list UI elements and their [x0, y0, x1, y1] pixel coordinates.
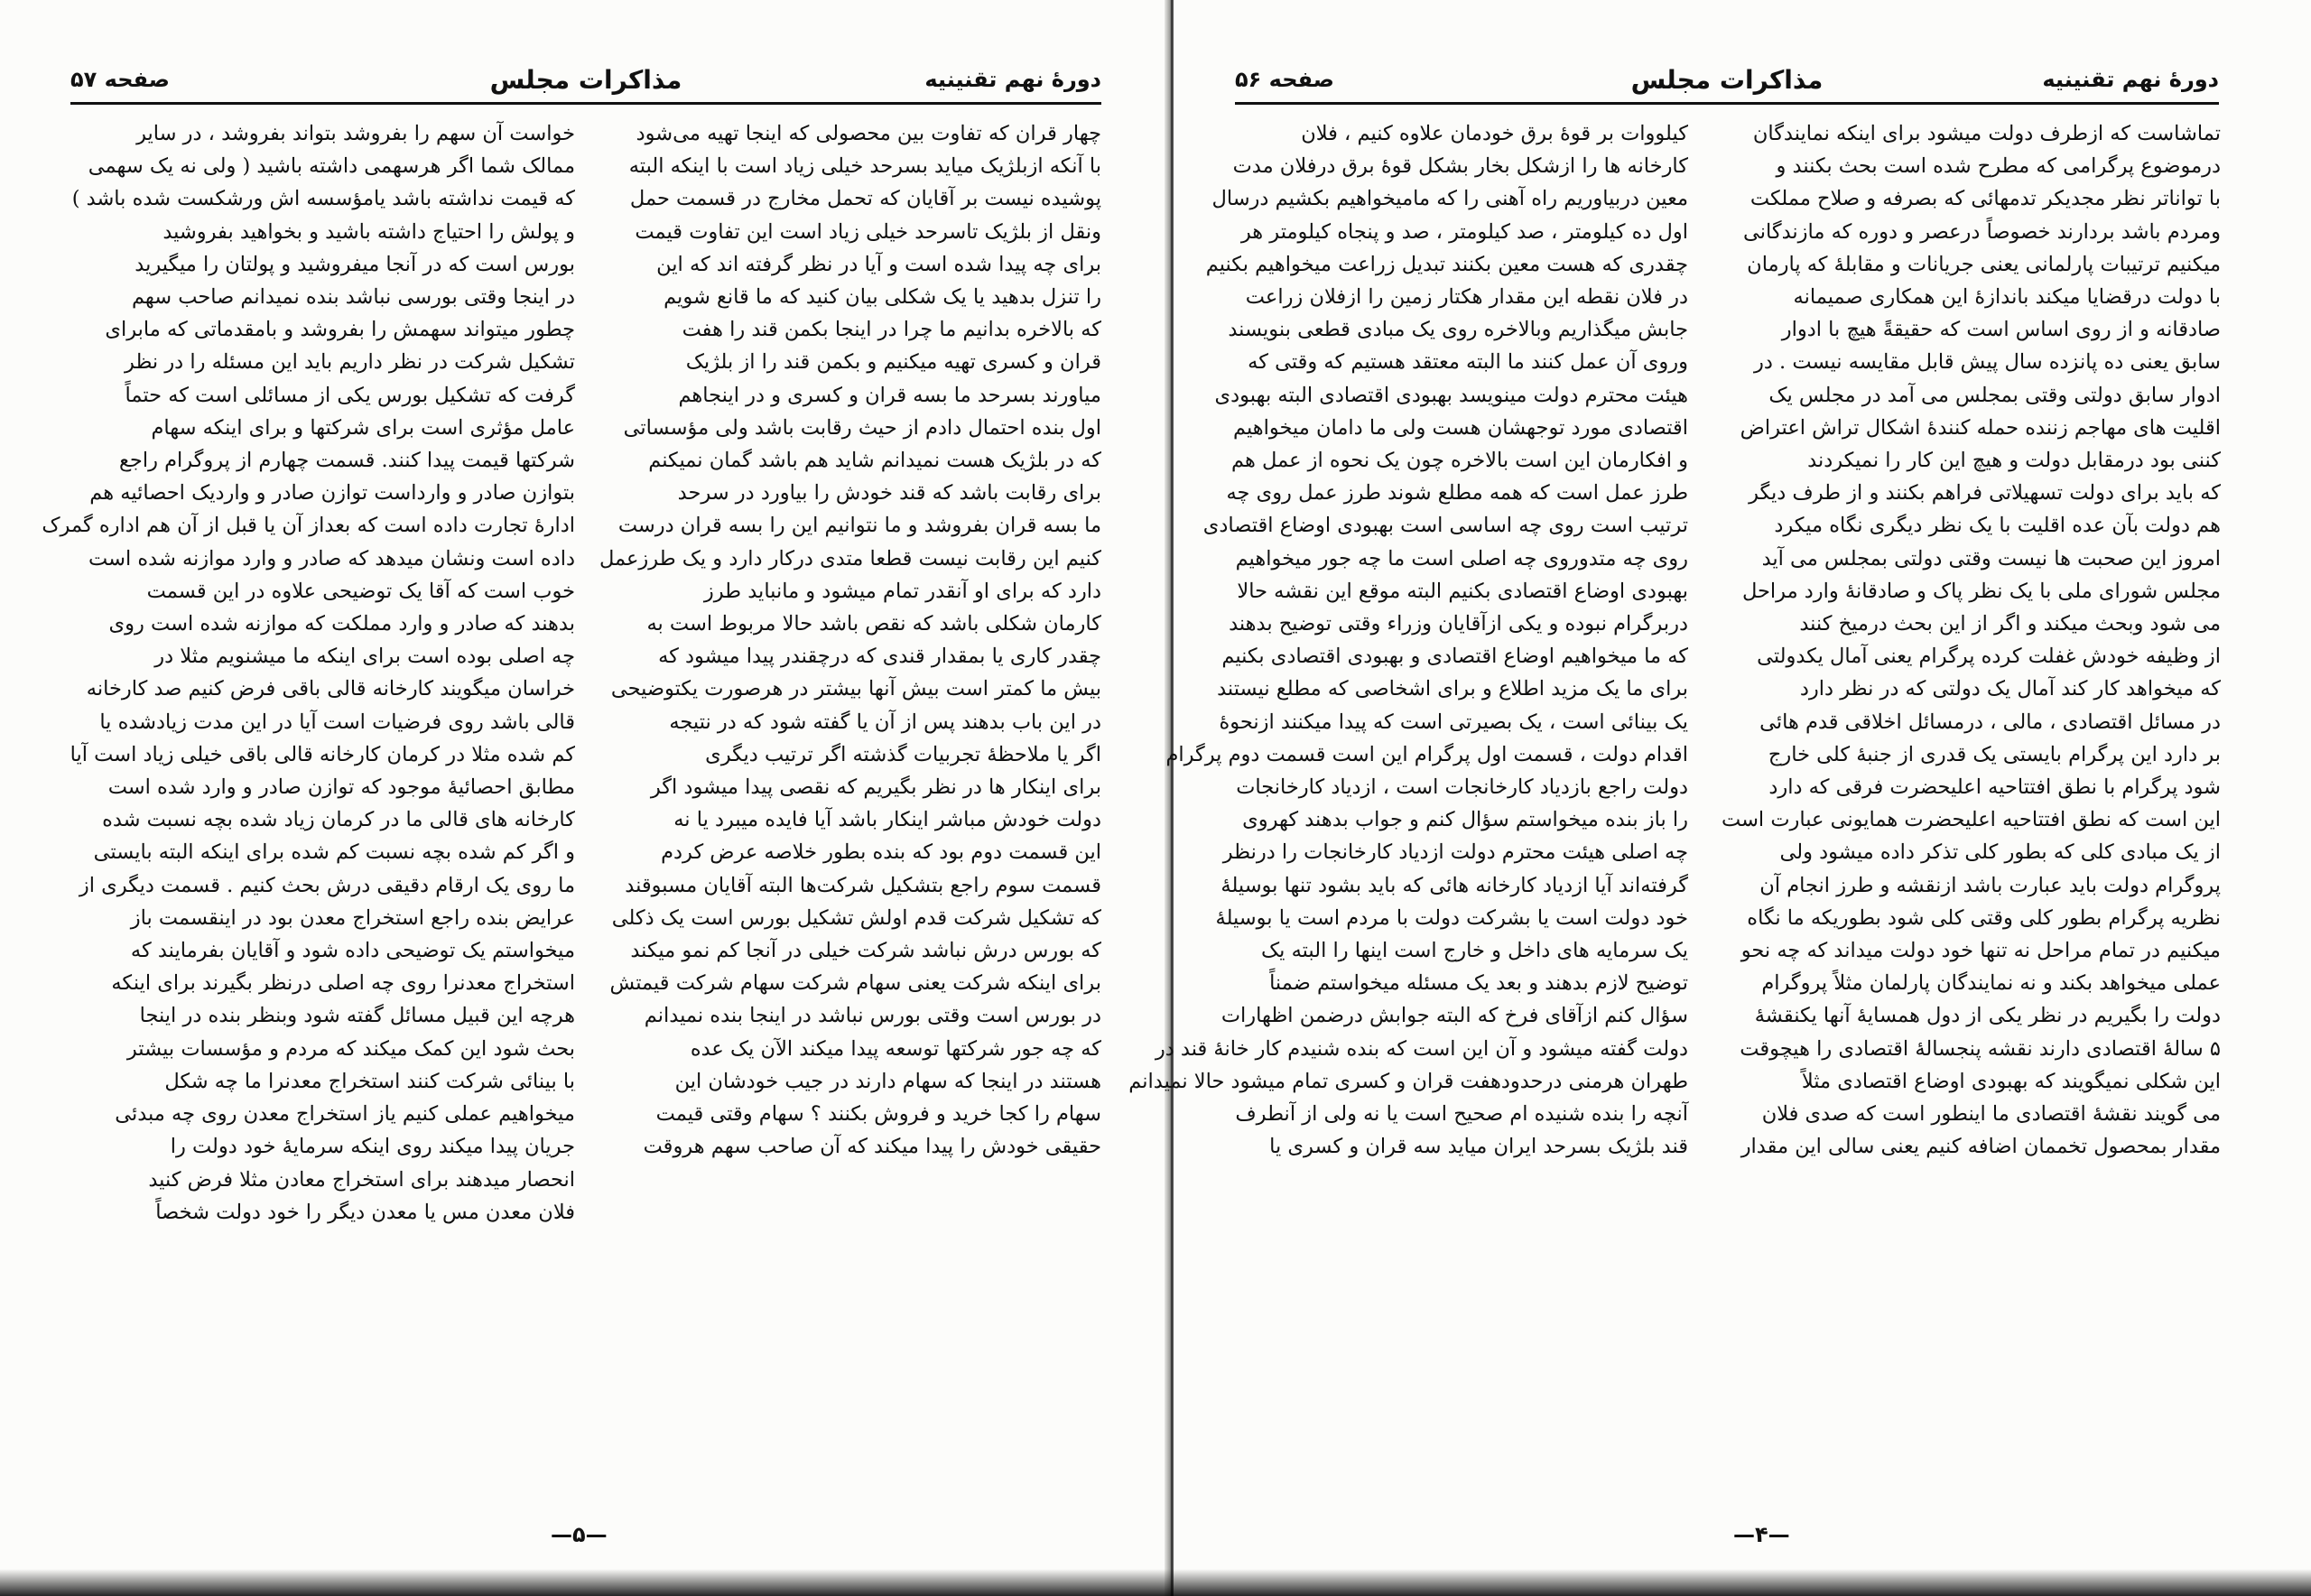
text-line: می گویند نقشهٔ اقتصادی ما اینطور است که صدی فلان: [1761, 1102, 2221, 1127]
text-line: مطابق احصائیهٔ موجود که توازن صادر و وارد شده است: [107, 775, 575, 800]
text-line: ما روی یک ارقام دقیقی درش بحث کنیم . قسمت دیگری از: [79, 873, 575, 897]
text-line: اقلیت های مهاجم زننده حمله کنندهٔ اشکال تراش اعتراض: [1740, 415, 2221, 440]
text-line: اگر یا ملاحظهٔ تجربیات گذشته اگر ترتیب دیگری: [705, 742, 1101, 766]
right-page-header: [1235, 63, 2219, 105]
text-line: فلان معدن مس یا معدن دیگر را خود دولت شخصاً: [155, 1200, 575, 1224]
text-line: ادارهٔ تجارت داده است که بعداز آن یا قبل از آن هم اداره گمرک: [42, 514, 575, 538]
text-line: تماشاست که ازطرف دولت میشود برای اینکه نمایندگان: [1752, 122, 2221, 145]
text-line: که میخواهد کار کند آمال یک دولتی که در نظر دارد: [1799, 677, 2221, 701]
text-line: پوشیده نیست بر آقایان که تحمل مخارج در قسمت حمل: [629, 187, 1101, 211]
text-line: در این باب بدهند پس از آن یا گفته شود که در نتیجه: [669, 710, 1101, 734]
left-page-left-column: [42, 117, 575, 1508]
text-line: پروگرام دولت باید عبارت باشد ازنقشه و طرز انجام آن: [1759, 873, 2221, 897]
text-line: که ما میخواهیم اوضاع اقتصادی و بهبودی اقتصادی بکنیم: [1221, 645, 1688, 669]
text-line: مجلس شورای ملی با یک نظر پاک و صادقانهٔ وارد مراحل: [1741, 579, 2221, 603]
text-line: دولت گفته میشود و آن این است که بنده شنیدم کار خانهٔ قند در: [1155, 1036, 1688, 1061]
text-line: این شکلی نمیگویند که بهبودی اوضاع اقتصادی مثلاً: [1801, 1069, 2221, 1093]
text-line: و اگر کم شده بچه نسبت کم شده برای اینکه البته بایستی: [93, 840, 575, 865]
text-line: در مسائل اقتصادی ، مالی ، درمسائل اخلاقی قدم هائی: [1759, 710, 2221, 734]
text-line: یک سرمایه های داخل و خارج است اینها را البته یک: [1261, 939, 1688, 963]
text-line: چه اصلی هیئت محترم دولت ازدیاد کارخانجات را درنظر: [1222, 840, 1688, 865]
right-page-number: —۴—: [1733, 1522, 1790, 1547]
text-line: چه اصلی بوده است برای اینکه ما میشنویم مثلا در: [154, 645, 575, 669]
text-line: چقدری که هست معین بکنند تبدیل زراعت میخواهیم بکنیم: [1205, 252, 1688, 276]
text-line: کارخانه ها را ازشکل بخار بشکل قوهٔ برق درفلان مدت: [1232, 154, 1688, 179]
text-line: چقدر کاری یا بمقدار قندی که درچقندر پیدا میشود که: [658, 645, 1101, 669]
right-page: [1128, 0, 2311, 1596]
text-line: هم دولت بآن عده اقلیت با یک نظر دیگری نگاه میکرد: [1774, 514, 2221, 538]
text-line: این قسمت دوم بود که بنده بطور خلاصه عرض کردم: [661, 840, 1101, 865]
text-line: طرز عمل است که همه مطلع شوند طرز عمل روی چه: [1226, 481, 1688, 506]
text-line: شود پرگرام با نطق افتتاحیه اعلیحضرت فرقی که دارد: [1768, 775, 2221, 800]
text-line: کیلووات بر قوهٔ برق خودمان علاوه کنیم ، فلان: [1301, 122, 1688, 145]
text-line: چهار قران که تفاوت بین محصولی که اینجا تهیه می‌شود: [636, 122, 1101, 145]
text-line: اقدام دولت ، قسمت اول پرگرام این است قسمت دوم پرگرام: [1165, 742, 1688, 766]
text-line: بیش ما کمتر است بیش آنها بیشتر در هرصورت یکتوضیحی: [610, 677, 1101, 701]
text-line: دولت راجع بازدیاد کارخانجات است ، ازدیاد کارخانجات: [1236, 775, 1688, 800]
text-line: کارمان شکلی باشد که نقص باشد حالا مربوط است به: [646, 612, 1101, 636]
right-header-page-label: صفحه ۵۶: [1235, 67, 1334, 92]
text-line: کننی بود درمقابل دولت و هیچ این کار را نمیکردند: [1807, 449, 2221, 473]
text-line: خوب است که آقا یک توضیحی علاوه در این قسمت: [146, 579, 575, 603]
text-line: استخراج معدنرا روی چه اصلی درنظر بگیرند برای اینکه: [111, 971, 575, 996]
text-line: قسمت سوم راجع بتشکیل شرکت‌ها البته آقایان مسبوقند: [625, 873, 1101, 897]
text-line: در اینجا وقتی بورسی نباشد بنده نمیدانم صاحب سهم: [131, 285, 575, 310]
text-line: دربرگرام نبوده و یکی ازآقایان وزراء وقتی توضیح بدهند: [1229, 612, 1688, 636]
text-line: یک بینائی است ، یک بصیرتی است که پیدا میکنند ازنحوهٔ: [1219, 710, 1688, 734]
left-page-right-column: [596, 117, 1101, 1508]
text-line: که چه جور شرکتها توسعه پیدا میکند الآن یک عده: [690, 1036, 1101, 1061]
text-line: میاورند بسرحد ما بسه قران و کسری و در اینجاهم: [678, 383, 1101, 407]
text-line: قند بلژیک بسرحد ایران میاید سه قران و کسری یا: [1269, 1135, 1688, 1159]
text-line: برای ما یک مزید اطلاع و برای اشخاصی که مطلع نیستند: [1217, 677, 1688, 701]
text-line: که قیمت نداشته باشد یامؤسسه اش ورشکست شده باشد ): [71, 187, 575, 211]
text-line: امروز این صحبت ها نیست وقتی دولتی بمجلس می آید: [1761, 546, 2221, 571]
right-header-title: مذاکرات مجلس: [1630, 65, 1824, 95]
text-line: طهران هرمنی درحدودهفت قران و کسری تمام میشود حالا نمیدانم: [1128, 1069, 1688, 1093]
text-line: سهام را کجا خرید و فروش بکنند ؟ سهام وقتی قیمت: [655, 1102, 1101, 1127]
text-line: هستند در اینجا که سهام دارند در جیب خودشان این: [674, 1069, 1101, 1093]
text-line: ممالک شما اگر هرسهمی داشته باشید ( ولی نه یک سهمی: [88, 154, 575, 179]
text-line: با تواناتر نظر مجدیکر تدمهائی که بصرفه و صلاح مملکت: [1749, 187, 2221, 211]
text-line: روی چه متدوروی چه اصلی است ما چه جور میخواهیم: [1235, 546, 1688, 571]
text-line: که در بلژیک هست نمیدانم شاید هم باشد گمان نمیکنم: [648, 449, 1101, 473]
text-line: بهبودی اوضاع اقتصادی بکنیم البته موقع این نقشه حالا: [1237, 579, 1688, 603]
text-line: صادقانه و از روی اساس است که حقیقةً هیچ با ادوار: [1781, 318, 2221, 342]
text-line: خراسان میگویند کارخانه قالی باقی فرض کنیم صد کارخانه: [86, 677, 575, 701]
text-line: عملی میخواهد بکند و نه نمایندگان پارلمان مثلاً پروگرام: [1761, 971, 2221, 996]
text-line: حقیقی خودش را پیدا میکند که آن صاحب سهم هروقت: [643, 1135, 1101, 1159]
text-line: می شود وبحث میکند و اگر از این بحث درمیخ کنند: [1799, 612, 2221, 636]
text-line: انحصار میدهند برای استخراج معادن مثلا فرض کنید: [148, 1167, 575, 1192]
text-line: گرفته‌اند آیا ازدیاد کارخانه هائی که باید بشود تنها بوسیلهٔ: [1220, 873, 1688, 897]
text-line: نظریه پرگرام بطور کلی وقتی کلی شود بطوریکه ما نگاه: [1747, 905, 2221, 930]
text-line: هرچه این قبیل مسائل گفته شود وبنظر بنده در اینجا: [139, 1004, 575, 1028]
text-line: قالی باشد روی فرضیات است آیا در این مدت زیادشده یا: [99, 710, 575, 734]
text-line: ومردم باشد بردارند خصوصاً درعصر و دوره که مازندگانی: [1742, 219, 2221, 244]
left-page-number: —۵—: [551, 1522, 608, 1547]
text-line: چطور میتواند سهمش را بفروشد و بامقدماتی که مابرای: [105, 318, 575, 342]
text-line: شرکتها قیمت پیدا کنند. قسمت چهارم از پروگرام راجع: [118, 449, 575, 473]
text-line: بورس است که در آنجا میفروشید و پولتان را میگیرید: [135, 252, 575, 276]
text-line: دولت را بگیریم در نظر یکی از دول همسایهٔ آنها یکنقشهٔ: [1754, 1004, 2221, 1028]
text-line: که تشکیل شرکت قدم اولش تشکیل بورس است یک ذکلی: [611, 905, 1101, 930]
text-line: مقدار بمحصول تخممان اضافه کنیم یعنی سالی این مقدار: [1740, 1135, 2221, 1159]
text-line: عرایض بنده راجع استخراج معدن بود در اینقسمت باز: [130, 905, 575, 930]
text-line: بر دارد این پرگرام بایستی یک قدری از جنبهٔ کلی خارج: [1768, 742, 2221, 766]
text-line: این است که نطق افتتاحیه اعلیحضرت همایونی عبارت است: [1721, 808, 2221, 832]
text-line: سابق یعنی ده پانزده سال پیش قابل مقایسه نیست . در: [1754, 350, 2221, 375]
text-line: کنیم این رقابت نیست قطعا متدی درکار دارد و یک طرزعمل: [599, 546, 1101, 571]
text-line: جابش میگذاریم وبالاخره روی یک مبادی قطعی بنویسند: [1228, 318, 1688, 342]
text-line: که باید برای دولت تسهیلاتی فراهم بکنند و از طرف دیگر: [1749, 481, 2221, 506]
text-line: برای چه پیدا شده است و آیا در نظر گرفته اند که این: [656, 252, 1101, 276]
text-line: ترتیب است روی چه اساسی است بهبودی اوضاع اقتصادی: [1202, 514, 1688, 538]
text-line: معین دربیاوریم راه آهنی را که مامیخواهیم بکشیم درسال: [1211, 187, 1688, 211]
text-line: اول بنده احتمال دادم از حیث رقابت باشد ولی مؤسساتی: [623, 415, 1101, 440]
text-line: دارد که برای او آنقدر تمام میشود و مانباید طرز: [703, 579, 1101, 603]
text-line: میکنیم در تمام مراحل نه تنها خود دولت میداند که چه نحو: [1740, 939, 2221, 963]
text-line: را تنزل بدهید یا یک شکلی بیان کنید که ما قانع شویم: [664, 285, 1101, 310]
text-line: در بورس است وقتی بورس نباشد در اینجا بنده نمیدانم: [644, 1004, 1101, 1028]
text-line: دولت خودش مباشر اینکار باشد آیا فایده میبرد یا نه: [673, 808, 1101, 832]
text-line: و افکارمان این است بالاخره چون یک نحوه از عمل هم: [1231, 449, 1688, 473]
text-line: و پولش را احتیاج داشته باشید و بخواهید بفروشید: [162, 219, 575, 244]
text-line: ادوار سابق دولتی وقتی بمجلس می آمد در مجلس یک: [1768, 383, 2221, 407]
text-line: که بالاخره بدانیم ما چرا در اینجا بکمن قند را هفت: [682, 318, 1101, 342]
text-line: تشکیل شرکت در نظر داریم باید این مسئله را در نظر: [125, 350, 575, 375]
right-header-session: دورهٔ نهم تقنینیه: [2042, 67, 2219, 92]
text-line: میخواستم یک توضیحی داده شود و آقایان بفرمایند که: [130, 939, 575, 963]
text-line: کم شده مثلا در کرمان کارخانه قالی باقی خیلی زیاد است آیا: [70, 742, 575, 766]
text-line: از یک مبادی کلی که بطور کلی تذکر داده میشود ولی: [1779, 840, 2221, 865]
text-line: میخواهیم عملی کنیم یاز استخراج معدن روی چه مبدئی: [115, 1102, 575, 1127]
text-line: توضیح لازم بدهند و بعد یک مسئله میخواستم ضمناً: [1269, 971, 1688, 996]
text-line: برای اینکار ها در نظر بگیریم که نقصی پیدا میشود اگر: [650, 775, 1101, 800]
text-line: ما بسه قران بفروشد و ما نتوانیم این را بسه قران درست: [617, 514, 1101, 538]
text-line: که بورس درش نباشد شرکت خیلی در آنجا کم نمو میکند: [630, 939, 1101, 963]
text-line: درموضوع پرگرامی که مطرح شده است بحث بکنند و: [1776, 154, 2221, 179]
text-line: کارخانه های قالی ما در کرمان زیاد شده بچه نسبت شده: [102, 808, 575, 832]
text-line: برای رقابت باشد که قند خودش را بیاورد در سرحد: [677, 481, 1101, 506]
text-line: جریان پیدا میکند روی اینکه سرمایهٔ خود دولت را: [170, 1135, 575, 1159]
text-line: در فلان نقطه این مقدار هکتار زمین را ازفلان زراعت: [1245, 285, 1688, 310]
right-page-right-column: [1715, 117, 2221, 1508]
scan-bottom-shadow: [0, 1569, 2311, 1596]
text-line: وروی آن عمل کنند ما البته معتقد هستیم که وقتی که: [1248, 350, 1688, 375]
left-page-header: [70, 63, 1101, 105]
text-line: را باز بنده میخواستم سؤال کنم و جواب بدهند کهروی: [1242, 808, 1688, 832]
left-header-session: دورهٔ نهم تقنینیه: [924, 67, 1101, 92]
left-header-page-label: صفحه ۵۷: [70, 67, 170, 92]
text-line: از وظیفه خودش غفلت کرده پرگرام یعنی آمال یکدولتی: [1757, 645, 2221, 669]
text-line: داده است ونشان میدهد که صادر و وارد موازنه شده است: [88, 546, 575, 571]
text-line: با آنکه ازبلژیک میاید بسرحد خیلی زیاد است با اینکه البته: [628, 154, 1101, 179]
text-line: آنچه را بنده شنیده ام صحیح است یا نه ولی از آنطرف: [1235, 1102, 1688, 1127]
text-line: عامل مؤثری است برای شرکتها و برای اینکه سهام: [151, 415, 575, 440]
text-line: اول ده کیلومتر ، صد کیلومتر ، صد و پنجاه کیلومتر هر: [1240, 219, 1688, 244]
text-line: هیئت محترم دولت مینویسد بهبودی اقتصادی البته بهبودی: [1214, 383, 1688, 407]
text-line: بدهند که صادر و وارد مملکت که موازنه شده است روی: [108, 612, 575, 636]
text-line: اقتصادی مورد توجهشان هست ولی ما دامان میخواهیم: [1232, 415, 1688, 440]
text-line: خود دولت است یا بشرکت دولت با مردم است یا بوسیلهٔ: [1215, 905, 1688, 930]
text-line: سؤال کنم ازآقای فرخ که البته جوابش درضمن اظهارات: [1220, 1004, 1688, 1028]
text-line: میکنیم ترتیبات پارلمانی یعنی جریانات و مقابلهٔ که پارمان: [1747, 252, 2221, 276]
right-page-left-column: [1128, 117, 1688, 1508]
text-line: گرفت که تشکیل بورس یکی از مسائلی است که حتماً: [125, 383, 575, 407]
text-line: قران و کسری تهیه میکنیم و بکمن قند را از بلژیک: [685, 350, 1101, 375]
text-line: بحث شود این کمک میکند که مردم و مؤسسات بیشتر: [126, 1036, 575, 1061]
text-line: بتوازن صادر و وارداست توازن صادر و واردیک احصائیه هم: [89, 481, 575, 506]
text-line: ۵ سالهٔ اقتصادی دارند نقشه پنجسالهٔ اقتصادی را هیچوقت: [1740, 1036, 2221, 1061]
text-line: خواست آن سهم را بفروشد بتواند بفروشد ، در سایر: [136, 122, 575, 145]
text-line: برای اینکه شرکت یعنی سهام شرکت سهام شرکت قیمتش: [609, 971, 1101, 996]
left-header-title: مذاکرات مجلس: [489, 65, 682, 95]
text-line: با دولت درقضایا میکند باندازهٔ این همکاری صمیمانه: [1793, 285, 2221, 310]
text-line: با بینائی شرکت کنند استخراج معدنرا ما چه شکل: [164, 1069, 575, 1093]
text-line: ونقل از بلژیک تاسرحد خیلی زیاد است این تفاوت قیمت: [635, 219, 1101, 244]
